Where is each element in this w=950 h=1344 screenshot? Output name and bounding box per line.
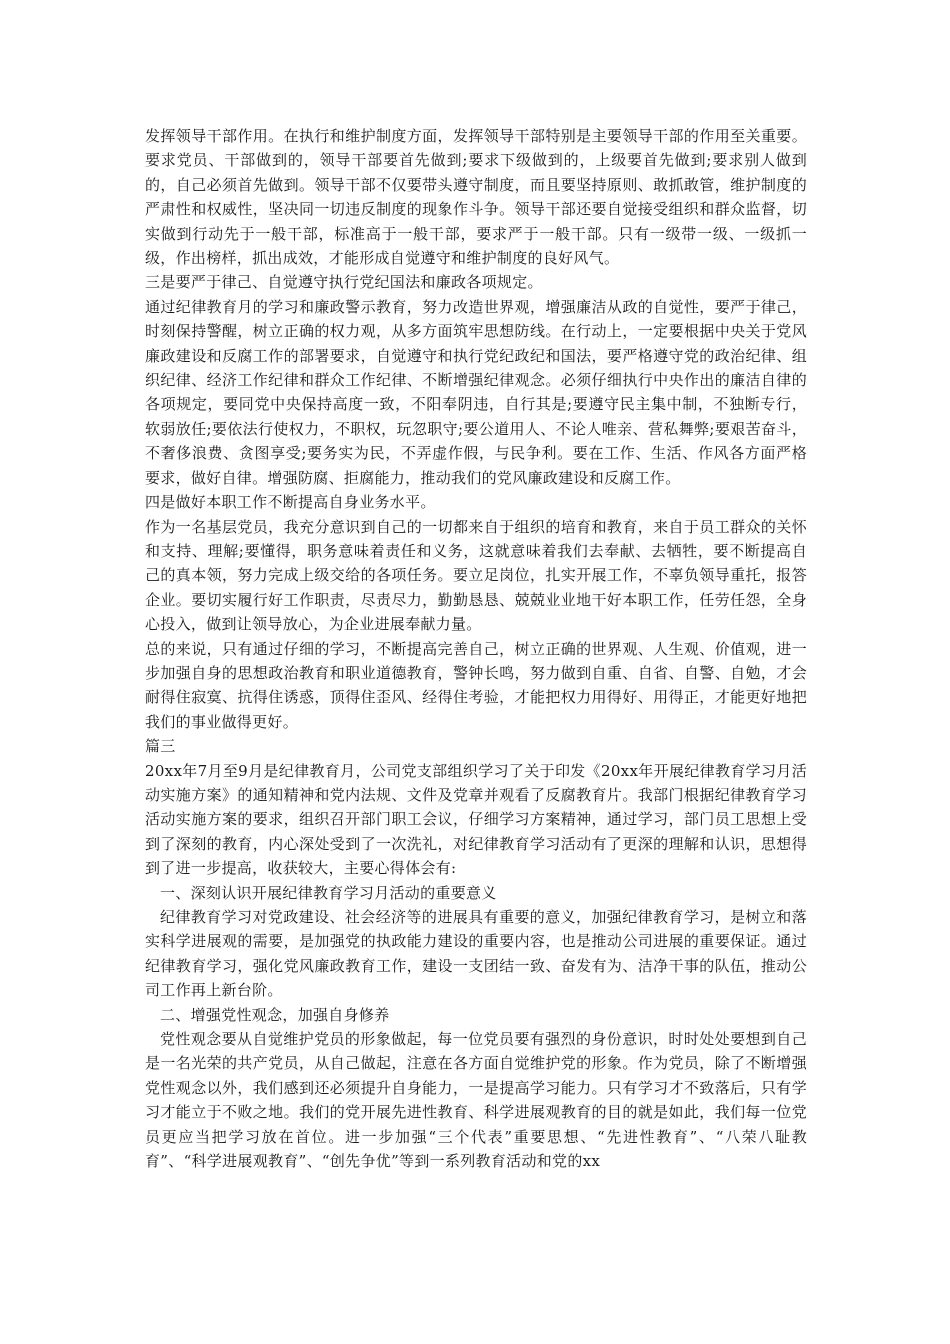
paragraph-summary: 总的来说，只有通过仔细的学习，不断提高完善自己，树立正确的世界观、人生观、价值观，进一步加强自身的思想政治教育和职业道德教育，警钟长鸣，努力做到自重、自省、自警、自勉，才会耐得住寂寞、抗得住诱惑，顶得住歪风、经得住考验，才能把权力用得好、用得正，才能更好地把我们的事业做得更好。 [145,639,807,731]
paragraph-section-one: 纪律教育学习对党政建设、社会经济等的进展具有重要的意义，加强纪律教育学习，是树立和落实科学进展观的需要，是加强党的执政能力建设的重要内容，也是推动公司进展的重要保证。通过纪律教育学习，强化党风廉政教育工作，建设一支团结一致、奋发有为、洁净干事的队伍，推动公司工作再上新台阶。 [145,908,807,1000]
paragraph-discipline: 通过纪律教育月的学习和廉政警示教育，努力改造世界观，增强廉洁从政的自觉性，要严于律己，时刻保持警醒，树立正确的权力观，从多方面筑牢思想防线。在行动上，一定要根据中央关于党风廉政建设和反腐工作的部署要求，自觉遵守和执行党纪政纪和国法，要严格遵守党的政治纪律、组织纪律、经济工作纪律和群众工作纪律、不断增强纪律观念。必须仔细执行中央作出的廉洁自律的各项规定，要同党中央保持高度一致，不阳奉阴违，自行其是;要遵守民主集中制，不独断专行，软弱放任;要依法行使权力，不职权，玩忽职守;要公道用人、不论人唯亲、营私舞弊;要艰苦奋斗，不奢侈浪费、贪图享受;要务实为民，不弄虚作假，与民争利。要在工作、生活、作风各方面严格要求，做好自律。增强防腐、拒腐能力，推动我们的党风廉政建设和反腐工作。 [145,297,807,487]
paragraph-leadership: 发挥领导干部作用。在执行和维护制度方面，发挥领导干部特别是主要领导干部的作用至关重要。要求党员、干部做到的，领导干部要首先做到;要求下级做到的，上级要首先做到;要求别人做到的，自己必须首先做到。领导干部不仅要带头遵守制度，而且要坚持原则、敢抓敢管，维护制度的严肃性和权威性，坚决同一切违反制度的现象作斗争。领导干部还要自觉接受组织和群众监督，切实做到行动先于一般干部，标准高于一般干部，要求严于一般干部。只有一级带一级、一级抓一级，作出榜样，抓出成效，才能形成自觉遵守和维护制度的良好风气。 [145,127,807,268]
section-title-part-three: 篇三 [145,737,176,756]
paragraph-duty: 作为一名基层党员，我充分意识到自己的一切都来自于组织的培育和教育，来自于员工群众的关怀和支持、理解;要懂得，职务意味着责任和义务，这就意味着我们去奉献、去牺牲，要不断提高自己的真本领，努力完成上级交给的各项任务。要立足岗位，扎实开展工作，不辜负领导重托，报答企业。要切实履行好工作职责，尽责尽力，勤勤恳恳、兢兢业业地干好本职工作，任劳任怨，全身心投入，做到让领导放心，为企业进展奉献力量。 [145,517,807,634]
heading-section-two: 二、增强党性观念，加强自身修养 [160,1005,390,1024]
paragraph-section-two: 党性观念要从自觉维护党员的形象做起，每一位党员要有强烈的身份意识，时时处处要想到自己是一名光荣的共产党员，从自己做起，注意在各方面自觉维护党的形象。作为党员，除了不断增强党性观念以外，我们感到还必须提升自身能力，一是提高学习能力。只有学习才不致落后，只有学习才能立于不败之地。我们的党开展先进性教育、科学进展观教育的目的就是如此，我们每一位党员更应当把学习放在首位。进一步加强“三个代表”重要思想、“先进性教育”、“八荣八耻教育”、“科学进展观教育”、“创先争优”等到一系列教育活动和党的xx [145,1030,807,1171]
heading-point-four: 四是做好本职工作不断提高自身业务水平。 [145,493,436,512]
paragraph-intro: 20xx年7月至9月是纪律教育月，公司党支部组织学习了关于印发《20xx年开展纪律教育学习月活动实施方案》的通知精神和党内法规、文件及党章并观看了反腐教育片。我部门根据纪律教育学习活动实施方案的要求，组织召开部门职工会议，仔细学习方案精神，通过学习，部门员工思想上受到了深刻的教育，内心深处受到了一次洗礼，对纪律教育学习活动有了更深的理解和认识，思想得到了进一步提高，收获较大，主要心得体会有: [145,761,807,878]
heading-section-one: 一、深刻认识开展纪律教育学习月活动的重要意义 [160,883,497,902]
heading-point-three: 三是要严于律己、自觉遵守执行党纪国法和廉政各项规定。 [145,273,543,292]
document-body [145,124,807,1173]
